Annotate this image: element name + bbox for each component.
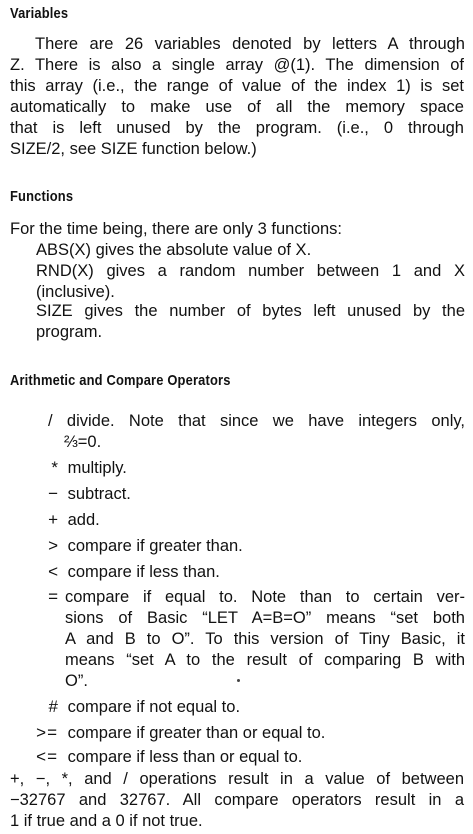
op-multiply-text: multiply. — [67, 459, 127, 477]
op-equal-line-5: O”. — [65, 672, 88, 690]
op-subtract — [38, 484, 131, 504]
functions-size: SIZE gives the number of bytes left unused by the — [36, 302, 465, 320]
op-greater — [38, 536, 243, 556]
op-less-equal — [20, 747, 302, 767]
op-divide: / divide. Note that since we have integers only, — [48, 412, 465, 430]
summary-line-3: 1 if true and a 0 if not true. — [10, 812, 203, 830]
op-subtract-text: subtract. — [67, 485, 131, 503]
functions-abs: ABS(X) gives the absolute value of X. — [36, 241, 312, 259]
variables-line-3: this array (i.e., the range of value of the index 1) is set — [10, 77, 464, 95]
op-not-equal-symbol: # — [48, 697, 58, 716]
op-less — [38, 562, 220, 582]
op-add — [38, 510, 100, 530]
op-subtract-symbol: − — [48, 484, 58, 503]
op-equal-symbol: = — [48, 587, 58, 606]
variables-line-6: SIZE/2, see SIZE function below.) — [10, 140, 257, 158]
variables-line-4: automatically to make use of all the memory space — [10, 98, 464, 116]
op-equal-line-4: means “set A to the result of comparing B with — [65, 651, 465, 669]
summary-line-2: −32767 and 32767. All compare operators result in a — [10, 791, 464, 809]
functions-rnd-cont: (inclusive). — [36, 283, 115, 301]
ink-speck — [237, 679, 240, 682]
op-divide-cont: ⅔=0. — [64, 433, 102, 451]
variables-heading: Variables — [10, 5, 69, 22]
op-less-equal-symbol: <= — [36, 747, 58, 766]
op-greater-text: compare if greater than. — [67, 537, 243, 555]
op-multiply-symbol: * — [51, 458, 58, 477]
variables-line-1: There are 26 variables denoted by letters A through — [35, 35, 465, 53]
op-not-equal-text: compare if not equal to. — [67, 698, 241, 716]
op-greater-equal — [20, 723, 325, 743]
op-add-text: add. — [67, 511, 100, 529]
op-not-equal — [38, 697, 240, 717]
functions-heading: Functions — [10, 188, 74, 205]
op-greater-equal-text: compare if greater than or equal to. — [67, 724, 326, 742]
variables-line-2: Z. There is also a single array @(1). The dimension of — [10, 56, 464, 74]
op-greater-symbol: > — [48, 536, 58, 555]
summary-line-1: +, −, *, and / operations result in a value of between — [10, 770, 464, 788]
op-equal-line-2: sions of Basic “LET A=B=O” means “set both — [65, 609, 465, 627]
op-less-text: compare if less than. — [67, 563, 220, 581]
variables-line-5: that is left unused by the program. (i.e., 0 through — [10, 119, 464, 137]
functions-intro: For the time being, there are only 3 functions: — [10, 220, 343, 238]
op-add-symbol: + — [48, 510, 58, 529]
op-equal-symbol-wrap — [38, 587, 58, 607]
op-multiply — [46, 458, 127, 478]
functions-rnd: RND(X) gives a random number between 1 and X — [36, 262, 465, 280]
op-less-symbol: < — [48, 562, 58, 581]
functions-size-cont: program. — [36, 323, 103, 341]
operators-heading: Arithmetic and Compare Operators — [10, 372, 231, 389]
op-equal-line-3: A and B to O”. To this version of Tiny Basic, it — [65, 630, 465, 648]
op-equal-line-1: compare if equal to. Note than to certain ver- — [65, 588, 465, 606]
op-greater-equal-symbol: >= — [36, 723, 58, 742]
op-less-equal-text: compare if less than or equal to. — [67, 748, 303, 766]
